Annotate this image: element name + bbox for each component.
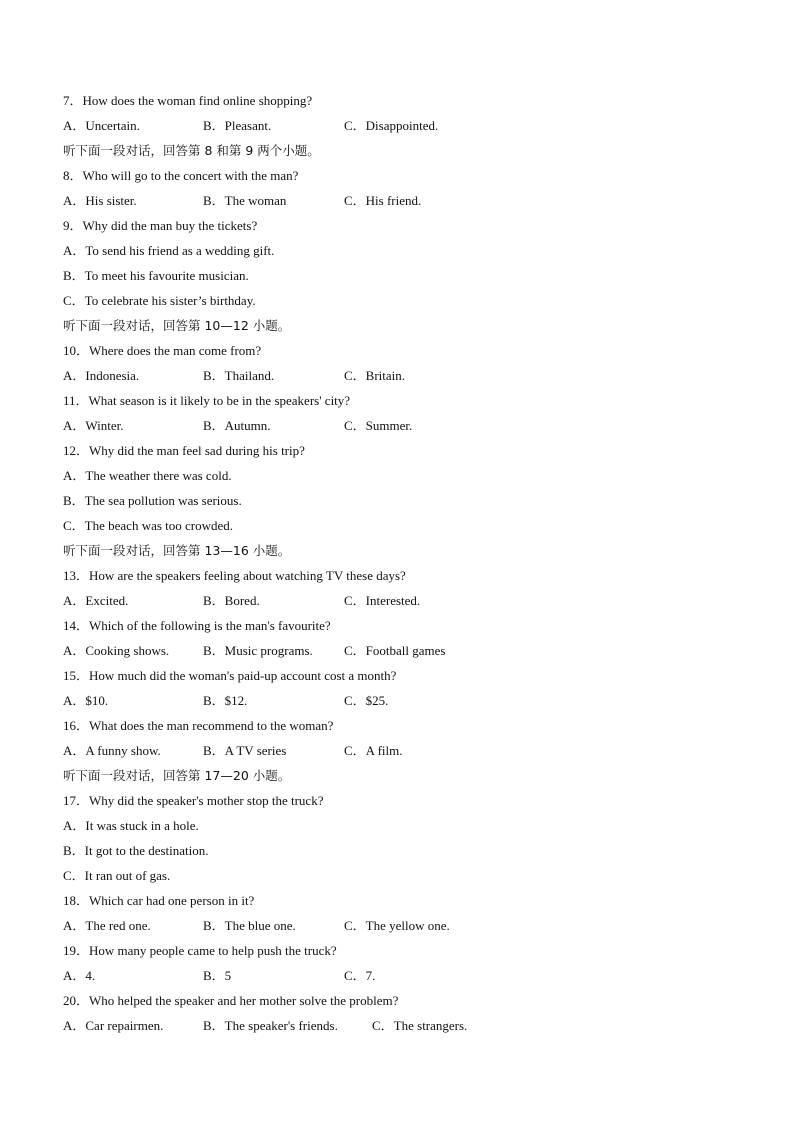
- option-b: B．Bored.: [203, 593, 260, 608]
- question-11: [63, 388, 743, 413]
- option-c: C．Summer.: [344, 418, 413, 433]
- question-17: [63, 788, 743, 813]
- section-instruction: 听下面一段对话，回答第 8 和第 9 两个小题。: [63, 143, 320, 158]
- options-row-7: [63, 113, 743, 138]
- options-row-8: [63, 188, 743, 213]
- option-b: B．Thailand.: [203, 368, 275, 383]
- option-c: C．His friend.: [344, 193, 422, 208]
- question-text: 16．What does the man recommend to the woman?: [63, 718, 334, 733]
- option-c: C．Britain.: [344, 368, 406, 383]
- option-b: B．$12.: [203, 693, 248, 708]
- question-text: 13．How are the speakers feeling about watching TV these days?: [63, 568, 406, 583]
- option-a: A．The red one.: [63, 918, 151, 933]
- question-12: [63, 438, 743, 463]
- options-row-10: [63, 363, 743, 388]
- question-10: [63, 338, 743, 363]
- option-a: A．4.: [63, 968, 96, 983]
- options-row-19: [63, 963, 743, 988]
- option-a: A．Winter.: [63, 418, 124, 433]
- options-row-15: [63, 688, 743, 713]
- option-a: A．Excited.: [63, 593, 129, 608]
- option-c: C．It ran out of gas.: [63, 868, 171, 883]
- option-a: A．The weather there was cold.: [63, 468, 232, 483]
- question-text: 10．Where does the man come from?: [63, 343, 262, 358]
- option-a: A．His sister.: [63, 193, 137, 208]
- option-a: A．To send his friend as a wedding gift.: [63, 243, 275, 258]
- option-a: A．It was stuck in a hole.: [63, 818, 199, 833]
- question-text: 20．Who helped the speaker and her mother solve the problem?: [63, 993, 399, 1008]
- question-14: [63, 613, 743, 638]
- option-a: A．$10.: [63, 693, 109, 708]
- question-13: [63, 563, 743, 588]
- option-c: C．The yellow one.: [344, 918, 450, 933]
- question-text: 8．Who will go to the concert with the man?: [63, 168, 299, 183]
- option-b: B．To meet his favourite musician.: [63, 268, 249, 283]
- option-b: B．The sea pollution was serious.: [63, 493, 242, 508]
- question-18: [63, 888, 743, 913]
- question-text: 9．Why did the man buy the tickets?: [63, 218, 258, 233]
- question-text: 15．How much did the woman's paid-up account cost a month?: [63, 668, 397, 683]
- option-a: A．Indonesia.: [63, 368, 140, 383]
- document-page: [63, 88, 743, 1038]
- option-c: C．Football games: [344, 643, 446, 658]
- option-c: C．Disappointed.: [344, 118, 439, 133]
- options-row-20: [63, 1013, 743, 1038]
- option-c: C．$25.: [344, 693, 389, 708]
- question-7: [63, 88, 743, 113]
- option-b: B．Music programs.: [203, 643, 313, 658]
- option-b: B．The speaker's friends.: [203, 1018, 338, 1033]
- option-a: A．Uncertain.: [63, 118, 140, 133]
- option-c: C．A film.: [344, 743, 403, 758]
- option-a: A．A funny show.: [63, 743, 161, 758]
- section-instruction: 听下面一段对话，回答第 17—20 小题。: [63, 768, 291, 783]
- options-row-13: [63, 588, 743, 613]
- question-19: [63, 938, 743, 963]
- options-row-14: [63, 638, 743, 663]
- question-8: [63, 163, 743, 188]
- question-text: 11．What season is it likely to be in the speakers' city?: [63, 393, 351, 408]
- option-c: C．To celebrate his sister’s birthday.: [63, 293, 256, 308]
- option-a: A．Car repairmen.: [63, 1018, 164, 1033]
- options-row-11: [63, 413, 743, 438]
- option-b: B．The woman: [203, 193, 287, 208]
- question-20: [63, 988, 743, 1013]
- option-c: C．The beach was too crowded.: [63, 518, 234, 533]
- option-b: B．A TV series: [203, 743, 287, 758]
- question-15: [63, 663, 743, 688]
- options-row-18: [63, 913, 743, 938]
- option-b: B．It got to the destination.: [63, 843, 209, 858]
- question-text: 14．Which of the following is the man's favourite?: [63, 618, 331, 633]
- options-row-16: [63, 738, 743, 763]
- question-text: 18．Which car had one person in it?: [63, 893, 255, 908]
- option-b: B．Pleasant.: [203, 118, 272, 133]
- option-c: C．Interested.: [344, 593, 421, 608]
- option-b: B．5: [203, 968, 232, 983]
- section-instruction: 听下面一段对话，回答第 10—12 小题。: [63, 318, 291, 333]
- option-b: B．The blue one.: [203, 918, 296, 933]
- question-9: [63, 213, 743, 238]
- option-a: A．Cooking shows.: [63, 643, 170, 658]
- option-c: C．The strangers.: [372, 1018, 468, 1033]
- section-instruction: 听下面一段对话，回答第 13—16 小题。: [63, 543, 291, 558]
- question-text: 17．Why did the speaker's mother stop the truck?: [63, 793, 324, 808]
- question-16: [63, 713, 743, 738]
- question-text: 19．How many people came to help push the truck?: [63, 943, 337, 958]
- option-c: C．7.: [344, 968, 376, 983]
- question-text: 7．How does the woman find online shopping?: [63, 93, 313, 108]
- question-text: 12．Why did the man feel sad during his trip?: [63, 443, 305, 458]
- option-b: B．Autumn.: [203, 418, 271, 433]
